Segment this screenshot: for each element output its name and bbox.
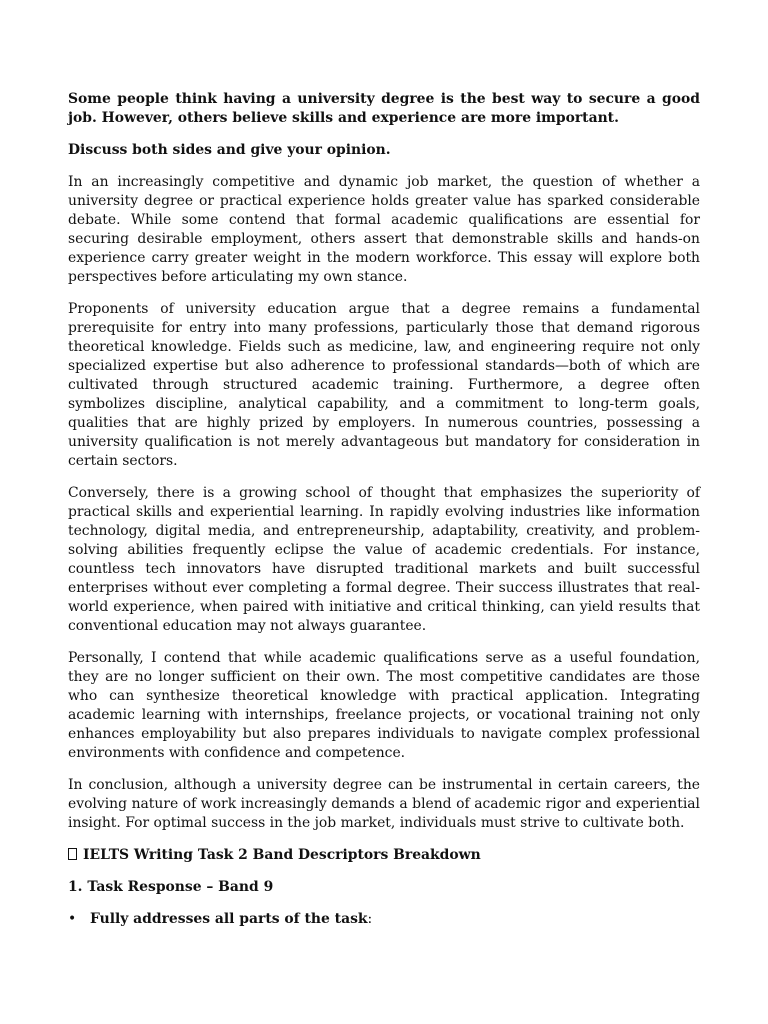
bullet-icon: • xyxy=(68,911,77,927)
subheading-task-response: 1. Task Response – Band 9 xyxy=(68,879,274,895)
missing-glyph-icon xyxy=(68,848,77,860)
essay-prompt: Some people think having a university degree is the best way to secure a good job. However, others believe skills and experience are more important. xyxy=(68,91,700,126)
paragraph-body-degree: Proponents of university education argue that a degree remains a fundamental prerequisite for entry into many professions, particularly those that demand rigorous theoretical knowledge. Fields such as medicine, law, and engineering require not only specialized expertise but also adherence to professional standards—both of which are cultivated through structured academic training. Furthermore, a degree often symbolizes discipline, analytical capability, and a commitment to long-term goals, qualities that are highly prized by employers. In numerous countries, possessing a university qualification is not merely advantageous but mandatory for consideration in certain sectors. xyxy=(68,301,700,469)
section-heading-text: IELTS Writing Task 2 Band Descriptors Breakdown xyxy=(83,847,481,863)
paragraph-opinion: Personally, I contend that while academic qualifications serve as a useful foundation, they are no longer sufficient on their own. The most competitive candidates are those who can synthesize theoretical knowledge with practical application. Integrating academic learning with internships, freelance projects, or vocational training not only enhances employability but also prepares individuals to navigate complex professional environments with confidence and competence. xyxy=(68,650,700,761)
document-page xyxy=(68,90,700,929)
paragraph-conclusion: In conclusion, although a university degree can be instrumental in certain careers, the evolving nature of work increasingly demands a blend of academic rigor and experiential insight. For optimal success in the job market, individuals must strive to cultivate both. xyxy=(68,777,700,831)
paragraph-introduction: In an increasingly competitive and dynamic job market, the question of whether a university degree or practical experience holds greater value has sparked considerable debate. While some contend that formal academic qualifications are essential for securing desirable employment, others assert that demonstrable skills and hands-on experience carry greater weight in the modern workforce. This essay will explore both perspectives before articulating my own stance. xyxy=(68,174,700,285)
paragraph-body-skills: Conversely, there is a growing school of thought that emphasizes the superiority of practical skills and experiential learning. In rapidly evolving industries like information technology, digital media, and entrepreneurship, adaptability, creativity, and problem-solving abilities frequently eclipse the value of academic credentials. For instance, countless tech innovators have disrupted traditional markets and built successful enterprises without ever completing a formal degree. Their success illustrates that real-world experience, when paired with initiative and critical thinking, can yield results that conventional education may not always guarantee. xyxy=(68,485,700,634)
section-heading xyxy=(68,846,700,865)
bullet-text: Fully addresses all parts of the task xyxy=(90,911,368,927)
essay-instruction: Discuss both sides and give your opinion. xyxy=(68,142,391,158)
bullet-suffix: : xyxy=(367,911,373,927)
list-item xyxy=(68,910,700,929)
